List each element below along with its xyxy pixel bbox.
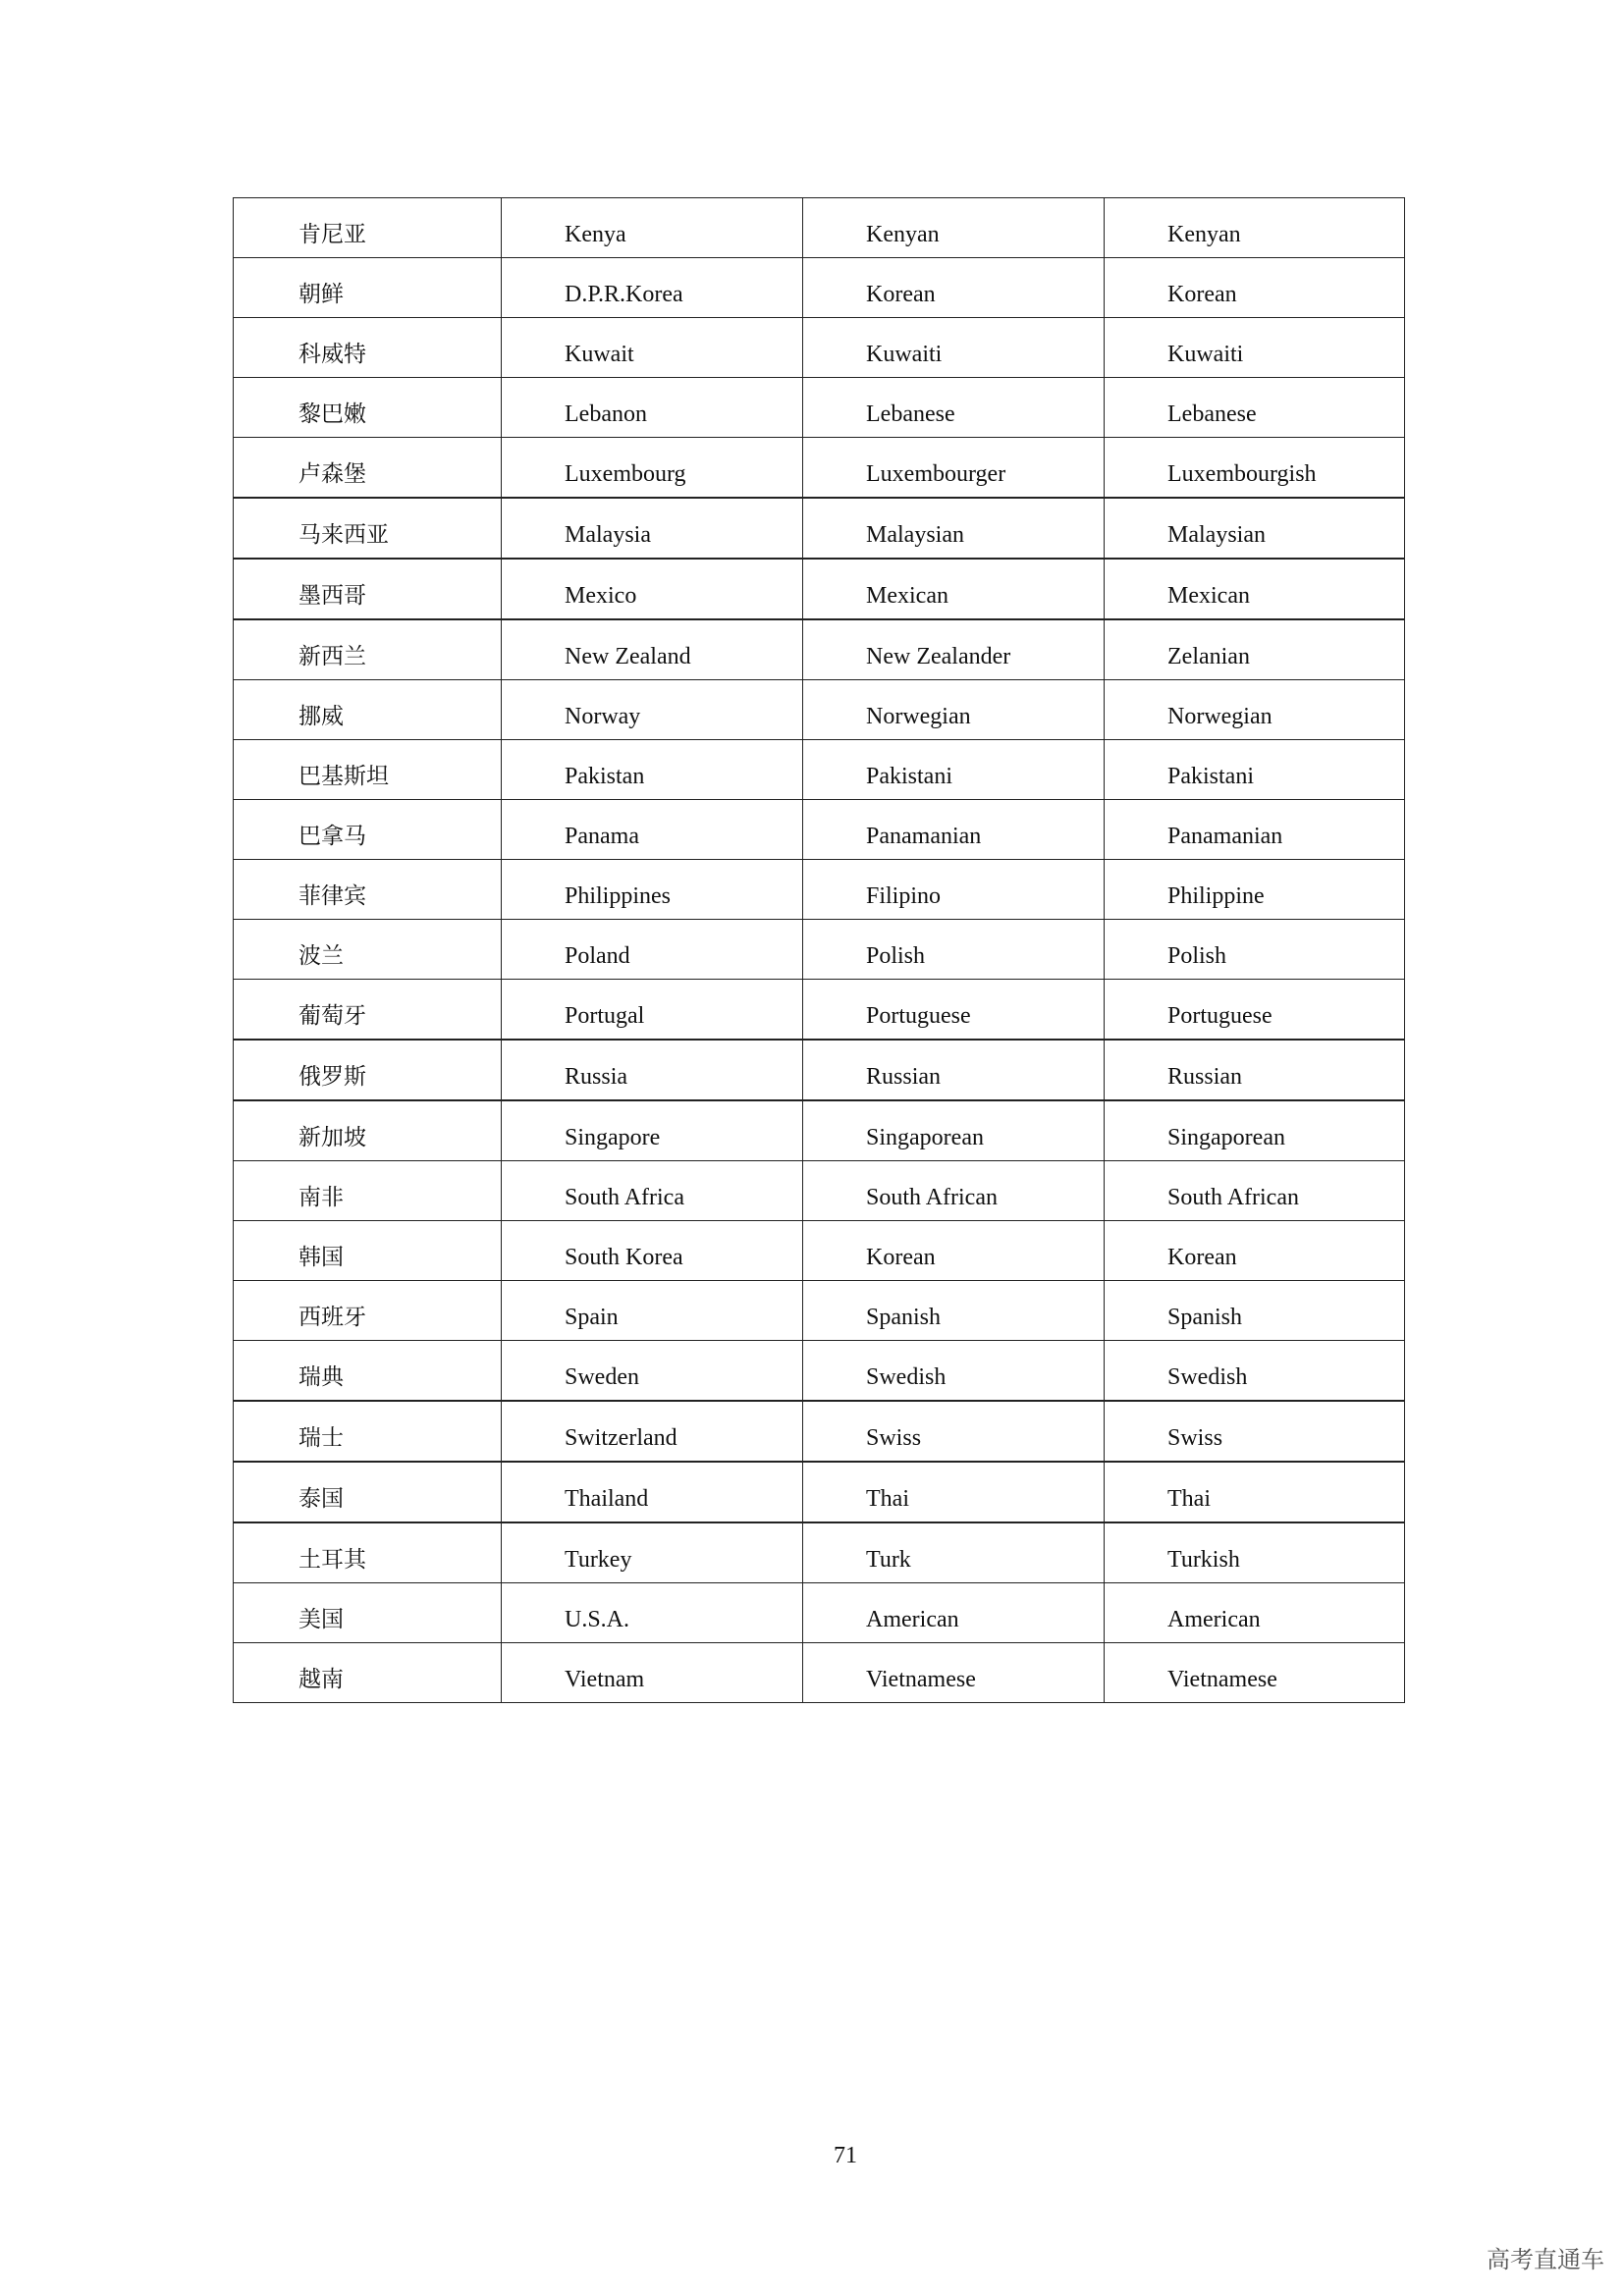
table-row — [234, 1643, 1405, 1703]
cell-nationality-noun — [803, 378, 1105, 438]
cell-country — [502, 1583, 803, 1643]
cell-chinese-name — [234, 860, 502, 920]
cell-country-text: Sweden — [565, 1364, 639, 1390]
cell-nationality-noun — [803, 1462, 1105, 1522]
cell-country — [502, 1161, 803, 1221]
cell-adjective-text: Korean — [1167, 1245, 1237, 1270]
cell-adjective-text: Kuwaiti — [1167, 342, 1244, 367]
cell-chinese-name — [234, 559, 502, 619]
cell-chinese-name-text: 巴基斯坦 — [298, 764, 389, 789]
cell-nationality-noun — [803, 559, 1105, 619]
cell-nationality-noun — [803, 619, 1105, 680]
cell-nationality-noun-text: Vietnamese — [866, 1667, 976, 1692]
cell-adjective — [1105, 318, 1405, 378]
cell-country-text: Switzerland — [565, 1425, 677, 1451]
table-row — [234, 800, 1405, 860]
cell-nationality-noun — [803, 920, 1105, 980]
table-row — [234, 920, 1405, 980]
cell-chinese-name-text: 挪威 — [298, 704, 344, 729]
cell-adjective — [1105, 1040, 1405, 1100]
cell-country — [502, 680, 803, 740]
cell-chinese-name-text: 土耳其 — [298, 1547, 366, 1573]
cell-country-text: Norway — [565, 704, 641, 729]
cell-nationality-noun — [803, 1040, 1105, 1100]
cell-country — [502, 860, 803, 920]
cell-chinese-name — [234, 1401, 502, 1462]
table-row — [234, 559, 1405, 619]
cell-nationality-noun-text: Swedish — [866, 1364, 947, 1390]
cell-country-text: Mexico — [565, 583, 637, 609]
cell-adjective-text: Thai — [1167, 1486, 1211, 1512]
table-row — [234, 318, 1405, 378]
cell-nationality-noun-text: Filipino — [866, 883, 942, 909]
cell-adjective-text: Polish — [1167, 943, 1227, 969]
cell-chinese-name — [234, 1161, 502, 1221]
cell-country — [502, 559, 803, 619]
cell-nationality-noun — [803, 800, 1105, 860]
cell-country-text: Russia — [565, 1064, 628, 1090]
cell-nationality-noun-text: Singaporean — [866, 1125, 984, 1150]
table-row — [234, 378, 1405, 438]
cell-nationality-noun — [803, 438, 1105, 499]
nationality-table — [233, 197, 1405, 1703]
cell-adjective-text: Spanish — [1167, 1305, 1243, 1330]
cell-country — [502, 1341, 803, 1402]
cell-chinese-name — [234, 1040, 502, 1100]
cell-country — [502, 258, 803, 318]
cell-chinese-name — [234, 378, 502, 438]
cell-adjective-text: South African — [1167, 1185, 1299, 1210]
cell-adjective — [1105, 1522, 1405, 1583]
cell-nationality-noun — [803, 1341, 1105, 1402]
cell-nationality-noun-text: Korean — [866, 1245, 936, 1270]
cell-adjective-text: Swiss — [1167, 1425, 1223, 1451]
cell-nationality-noun — [803, 498, 1105, 559]
cell-nationality-noun-text: Kenyan — [866, 222, 940, 247]
table-row — [234, 1040, 1405, 1100]
cell-adjective — [1105, 860, 1405, 920]
cell-nationality-noun-text: Turk — [866, 1547, 911, 1573]
cell-nationality-noun-text: South African — [866, 1185, 998, 1210]
cell-adjective — [1105, 378, 1405, 438]
cell-nationality-noun-text: New Zealander — [866, 644, 1011, 669]
cell-nationality-noun-text: Korean — [866, 282, 936, 307]
cell-adjective — [1105, 619, 1405, 680]
cell-country — [502, 438, 803, 499]
cell-nationality-noun — [803, 318, 1105, 378]
cell-country — [502, 318, 803, 378]
cell-adjective — [1105, 1161, 1405, 1221]
cell-adjective — [1105, 1401, 1405, 1462]
cell-country-text: Singapore — [565, 1125, 661, 1150]
cell-country-text: Panama — [565, 824, 639, 849]
cell-adjective-text: Luxembourgish — [1167, 461, 1317, 487]
table-row — [234, 1583, 1405, 1643]
cell-nationality-noun-text: Pakistani — [866, 764, 952, 789]
cell-chinese-name — [234, 1281, 502, 1341]
table-row — [234, 1522, 1405, 1583]
cell-country-text: Malaysia — [565, 522, 651, 548]
cell-nationality-noun — [803, 198, 1105, 258]
cell-country-text: New Zealand — [565, 644, 691, 669]
cell-nationality-noun-text: Luxembourger — [866, 461, 1006, 487]
cell-adjective-text: Vietnamese — [1167, 1667, 1277, 1692]
cell-adjective-text: Panamanian — [1167, 824, 1283, 849]
cell-country-text: D.P.R.Korea — [565, 282, 683, 307]
cell-adjective — [1105, 198, 1405, 258]
cell-adjective-text: Norwegian — [1167, 704, 1272, 729]
cell-country-text: South Africa — [565, 1185, 684, 1210]
cell-adjective — [1105, 1643, 1405, 1703]
cell-chinese-name — [234, 920, 502, 980]
cell-chinese-name — [234, 740, 502, 800]
table-row — [234, 438, 1405, 499]
cell-adjective — [1105, 920, 1405, 980]
cell-country — [502, 800, 803, 860]
cell-country — [502, 619, 803, 680]
cell-chinese-name — [234, 1462, 502, 1522]
cell-country — [502, 980, 803, 1041]
cell-nationality-noun — [803, 680, 1105, 740]
cell-nationality-noun — [803, 1100, 1105, 1161]
cell-chinese-name-text: 泰国 — [298, 1486, 344, 1512]
watermark-text: 高考直通车 — [1487, 2246, 1604, 2273]
cell-chinese-name — [234, 800, 502, 860]
table-row — [234, 1221, 1405, 1281]
cell-nationality-noun-text: Polish — [866, 943, 926, 969]
table-row — [234, 980, 1405, 1041]
cell-nationality-noun — [803, 860, 1105, 920]
cell-country — [502, 1040, 803, 1100]
cell-adjective — [1105, 498, 1405, 559]
cell-adjective-text: Russian — [1167, 1064, 1243, 1090]
cell-country-text: Kenya — [565, 222, 626, 247]
cell-adjective — [1105, 559, 1405, 619]
cell-country-text: Luxembourg — [565, 461, 686, 487]
cell-adjective-text: Zelanian — [1167, 644, 1250, 669]
cell-adjective — [1105, 680, 1405, 740]
cell-nationality-noun — [803, 1643, 1105, 1703]
cell-chinese-name-text: 墨西哥 — [298, 583, 366, 609]
cell-chinese-name-text: 波兰 — [298, 943, 344, 969]
table-row — [234, 1462, 1405, 1522]
page-number: 71 — [834, 2143, 857, 2168]
cell-adjective — [1105, 800, 1405, 860]
cell-adjective-text: Malaysian — [1167, 522, 1266, 548]
cell-country-text: Spain — [565, 1305, 619, 1330]
cell-nationality-noun-text: Panamanian — [866, 824, 982, 849]
table-row — [234, 740, 1405, 800]
cell-country-text: Pakistan — [565, 764, 645, 789]
cell-chinese-name — [234, 980, 502, 1041]
cell-nationality-noun — [803, 1221, 1105, 1281]
cell-chinese-name-text: 葡萄牙 — [298, 1003, 366, 1029]
cell-adjective-text: Portuguese — [1167, 1003, 1272, 1029]
table-row — [234, 1281, 1405, 1341]
cell-adjective-text: Kenyan — [1167, 222, 1241, 247]
cell-nationality-noun-text: Russian — [866, 1064, 942, 1090]
cell-nationality-noun — [803, 258, 1105, 318]
cell-chinese-name — [234, 318, 502, 378]
cell-adjective-text: Turkish — [1167, 1547, 1240, 1573]
cell-chinese-name — [234, 1341, 502, 1402]
cell-nationality-noun — [803, 1281, 1105, 1341]
cell-chinese-name-text: 瑞士 — [298, 1425, 344, 1451]
cell-chinese-name-text: 朝鲜 — [298, 282, 344, 307]
cell-nationality-noun-text: Malaysian — [866, 522, 964, 548]
cell-country — [502, 198, 803, 258]
cell-country — [502, 920, 803, 980]
cell-chinese-name-text: 卢森堡 — [298, 461, 366, 487]
cell-nationality-noun-text: Portuguese — [866, 1003, 971, 1029]
cell-chinese-name — [234, 1100, 502, 1161]
cell-chinese-name — [234, 198, 502, 258]
cell-country — [502, 740, 803, 800]
cell-chinese-name-text: 俄罗斯 — [298, 1064, 366, 1090]
table-row — [234, 498, 1405, 559]
cell-adjective — [1105, 1100, 1405, 1161]
cell-country — [502, 1281, 803, 1341]
cell-country-text: Vietnam — [565, 1667, 645, 1692]
cell-chinese-name-text: 新西兰 — [298, 644, 366, 669]
table-row — [234, 198, 1405, 258]
table-row — [234, 619, 1405, 680]
table-row — [234, 1401, 1405, 1462]
cell-chinese-name-text: 南非 — [298, 1185, 344, 1210]
cell-adjective-text: American — [1167, 1607, 1261, 1632]
cell-adjective-text: Korean — [1167, 282, 1237, 307]
cell-chinese-name-text: 西班牙 — [298, 1305, 366, 1330]
cell-chinese-name-text: 瑞典 — [298, 1364, 344, 1390]
cell-nationality-noun-text: Kuwaiti — [866, 342, 943, 367]
cell-country-text: Lebanon — [565, 401, 647, 427]
cell-chinese-name-text: 肯尼亚 — [298, 222, 366, 247]
cell-country — [502, 1401, 803, 1462]
cell-chinese-name — [234, 1221, 502, 1281]
cell-adjective — [1105, 1583, 1405, 1643]
cell-adjective — [1105, 1281, 1405, 1341]
cell-chinese-name-text: 越南 — [298, 1667, 344, 1692]
cell-nationality-noun-text: American — [866, 1607, 959, 1632]
cell-chinese-name-text: 菲律宾 — [298, 883, 366, 909]
cell-chinese-name-text: 马来西亚 — [298, 522, 389, 548]
cell-country — [502, 378, 803, 438]
cell-chinese-name — [234, 680, 502, 740]
cell-country-text: U.S.A. — [565, 1607, 630, 1632]
cell-chinese-name-text: 巴拿马 — [298, 824, 366, 849]
cell-country-text: Philippines — [565, 883, 672, 909]
cell-chinese-name — [234, 1522, 502, 1583]
cell-nationality-noun-text: Mexican — [866, 583, 948, 609]
cell-chinese-name — [234, 1643, 502, 1703]
cell-adjective-text: Singaporean — [1167, 1125, 1285, 1150]
cell-chinese-name-text: 科威特 — [298, 342, 366, 367]
cell-adjective-text: Mexican — [1167, 583, 1250, 609]
cell-country — [502, 1100, 803, 1161]
cell-country-text: Kuwait — [565, 342, 634, 367]
cell-adjective — [1105, 740, 1405, 800]
cell-adjective-text: Pakistani — [1167, 764, 1254, 789]
cell-nationality-noun — [803, 1161, 1105, 1221]
table-row — [234, 680, 1405, 740]
cell-country — [502, 498, 803, 559]
cell-chinese-name — [234, 619, 502, 680]
cell-nationality-noun — [803, 1401, 1105, 1462]
cell-adjective — [1105, 980, 1405, 1041]
cell-chinese-name — [234, 258, 502, 318]
table-row — [234, 258, 1405, 318]
cell-adjective — [1105, 1341, 1405, 1402]
cell-nationality-noun-text: Swiss — [866, 1425, 922, 1451]
cell-nationality-noun-text: Thai — [866, 1486, 909, 1512]
cell-country — [502, 1462, 803, 1522]
cell-nationality-noun — [803, 740, 1105, 800]
table-row — [234, 1341, 1405, 1402]
cell-adjective-text: Swedish — [1167, 1364, 1248, 1390]
cell-country-text: Poland — [565, 943, 630, 969]
cell-chinese-name-text: 新加坡 — [298, 1125, 366, 1150]
table-row — [234, 860, 1405, 920]
cell-chinese-name — [234, 498, 502, 559]
cell-adjective — [1105, 258, 1405, 318]
cell-country — [502, 1221, 803, 1281]
cell-nationality-noun — [803, 1583, 1105, 1643]
cell-nationality-noun — [803, 980, 1105, 1041]
cell-country-text: South Korea — [565, 1245, 683, 1270]
cell-chinese-name-text: 韩国 — [298, 1245, 344, 1270]
cell-country — [502, 1522, 803, 1583]
cell-country-text: Thailand — [565, 1486, 649, 1512]
cell-chinese-name — [234, 438, 502, 499]
cell-adjective — [1105, 1462, 1405, 1522]
cell-adjective-text: Lebanese — [1167, 401, 1257, 427]
cell-chinese-name-text: 黎巴嫩 — [298, 401, 366, 427]
cell-adjective — [1105, 1221, 1405, 1281]
cell-chinese-name — [234, 1583, 502, 1643]
table-row — [234, 1100, 1405, 1161]
table-row — [234, 1161, 1405, 1221]
cell-country-text: Portugal — [565, 1003, 645, 1029]
cell-nationality-noun-text: Norwegian — [866, 704, 971, 729]
cell-adjective — [1105, 438, 1405, 499]
cell-country — [502, 1643, 803, 1703]
cell-adjective-text: Philippine — [1167, 883, 1265, 909]
cell-country-text: Turkey — [565, 1547, 632, 1573]
cell-chinese-name-text: 美国 — [298, 1607, 344, 1632]
cell-nationality-noun — [803, 1522, 1105, 1583]
cell-nationality-noun-text: Lebanese — [866, 401, 955, 427]
cell-nationality-noun-text: Spanish — [866, 1305, 942, 1330]
